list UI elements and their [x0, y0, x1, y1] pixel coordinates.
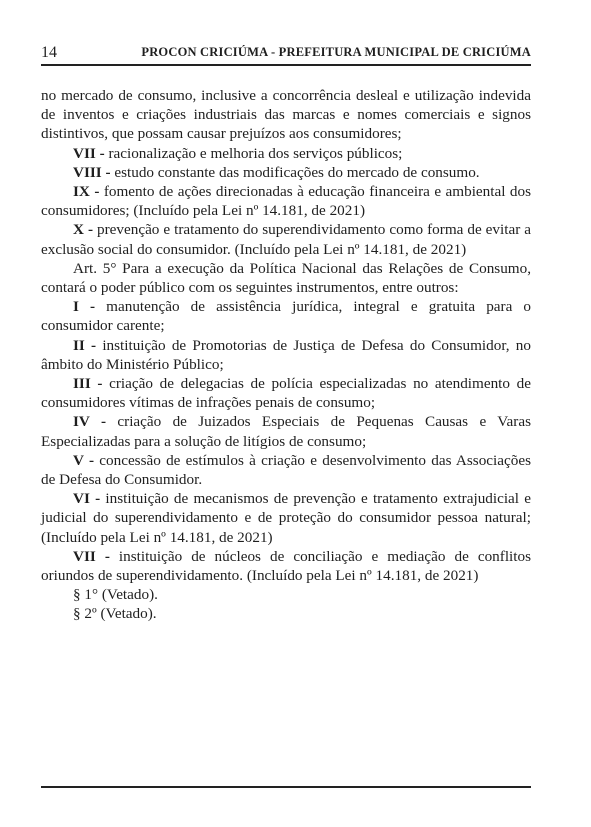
paragraph [41, 144, 531, 163]
paragraph [41, 220, 531, 258]
paragraph-lead: I - [73, 298, 96, 316]
paragraph-lead: VII - [73, 547, 110, 565]
paragraph [41, 297, 531, 335]
paragraph-lead: IX - [73, 183, 100, 201]
paragraph-text: criação de delegacias de polícia especializadas no atendimento de consumidores vítimas de infrações penais de consumo; [41, 375, 531, 412]
paragraph-text: prevenção e tratamento do superendividamento como forma de evitar a exclusão social do consumidor. (Incluído pela Lei nº 14.181, de 2021) [41, 221, 531, 258]
paragraph [41, 451, 531, 489]
paragraph-lead: VIII - [73, 163, 111, 181]
paragraph [41, 86, 531, 144]
header-rule [41, 64, 531, 66]
paragraph [41, 336, 531, 374]
paragraph-text: Art. 5° Para a execução da Política Nacional das Relações de Consumo, contará o poder público com os seguintes instrumentos, entre outros: [41, 259, 531, 297]
paragraph-lead: II - [73, 336, 97, 354]
paragraph-text: fomento de ações direcionadas à educação financeira e ambiental dos consumidores; (Incluído pela Lei nº 14.181, de 2021) [41, 183, 531, 220]
paragraph [41, 163, 531, 182]
paragraph-lead: VI - [73, 490, 101, 508]
paragraph [41, 374, 531, 412]
paragraph-text: instituição de Promotorias de Justiça de Defesa do Consumidor, no âmbito do Ministério Público; [41, 336, 531, 373]
paragraph [41, 547, 531, 585]
paragraph [41, 259, 531, 297]
paragraph-lead: V - [73, 451, 95, 469]
paragraph [41, 489, 531, 547]
paragraph-text: racionalização e melhoria dos serviços públicos; [104, 144, 403, 162]
paragraph-text: instituição de mecanismos de prevenção e tratamento extrajudicial e judicial do superendividamento e de proteção do consumidor pessoa natural; (Incluído pela Lei nº 14.181, de 2021) [41, 490, 531, 546]
paragraph-lead: VII - [73, 144, 105, 162]
paragraph-lead: IV - [73, 413, 107, 431]
paragraph-text: instituição de núcleos de conciliação e mediação de conflitos oriundos de superendividamento. (Incluído pela Lei nº 14.181, de 2021) [41, 547, 531, 585]
paragraph-lead: X - [73, 221, 94, 239]
paragraph [41, 412, 531, 450]
footer-rule [41, 786, 531, 788]
paragraph-text: no mercado de consumo, inclusive a concorrência desleal e utilização indevida de inventos e criações industriais das marcas e nomes comerciais e signos distintivos, que possam causar prejuízos aos consumidores; [41, 87, 531, 143]
paragraph [41, 604, 531, 623]
paragraph-text: estudo constante das modificações do mercado de consumo. [110, 163, 480, 181]
paragraph-text: § 1° (Vetado). [73, 586, 158, 604]
paragraph-text: criação de Juizados Especiais de Pequenas Causas e Varas Especializadas para a solução de litígios de consumo; [41, 413, 531, 450]
paragraph-text: manutenção de assistência jurídica, integral e gratuita para o consumidor carente; [41, 298, 532, 335]
paragraph-text: § 2º (Vetado). [73, 605, 157, 623]
paragraph-lead: III - [73, 375, 103, 393]
paragraph-text: concessão de estímulos à criação e desenvolvimento das Associações de Defesa do Consumidor. [41, 451, 531, 489]
page-number: 14 [41, 44, 57, 61]
running-header: PROCON CRICIÚMA - PREFEITURA MUNICIPAL DE CRICIÚMA [141, 45, 531, 59]
paragraph [41, 182, 531, 220]
paragraph [41, 585, 531, 604]
body-text [41, 86, 531, 624]
